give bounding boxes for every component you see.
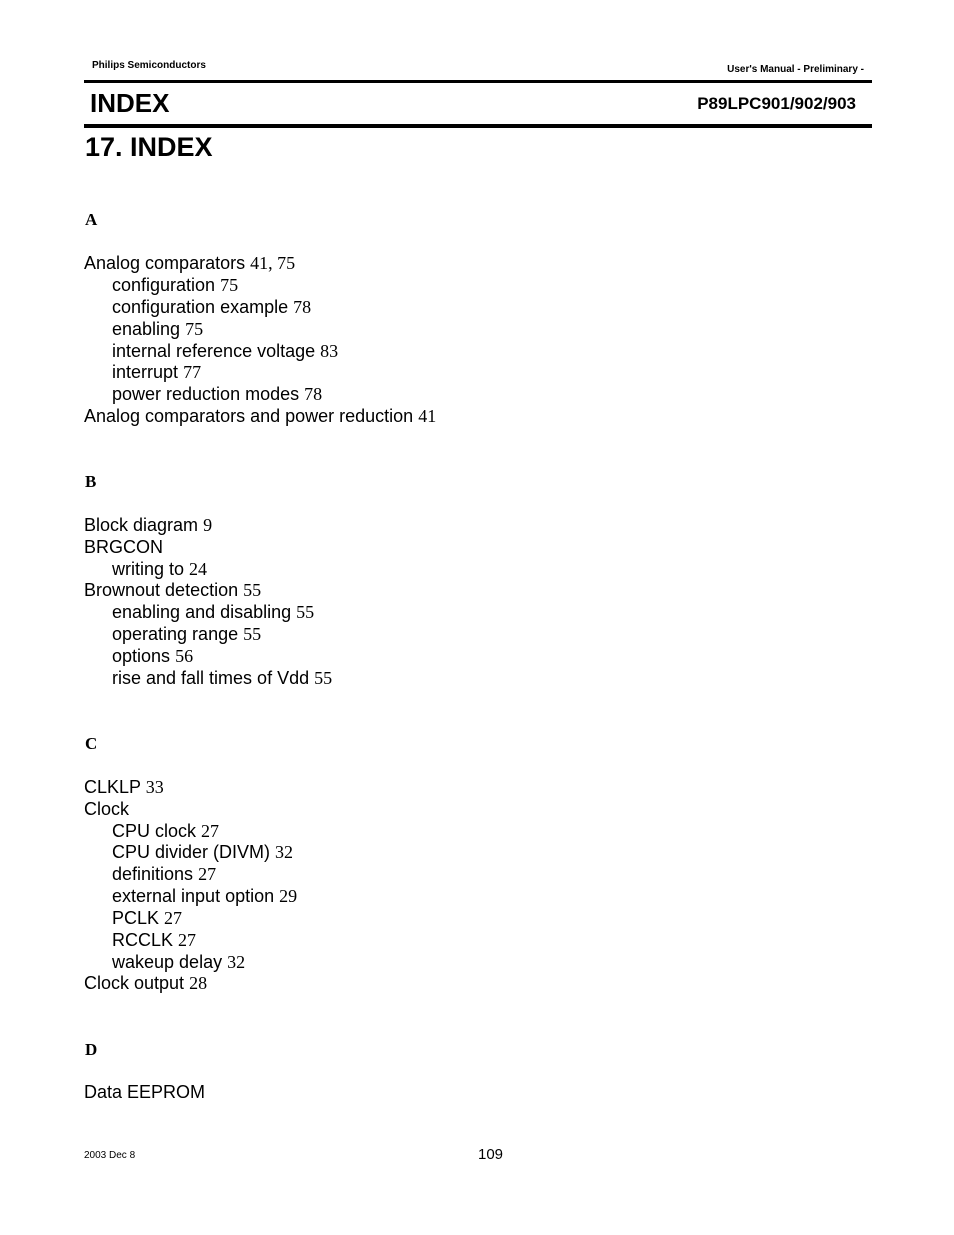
- index-subentry: [112, 296, 311, 318]
- entry-pages: 32: [227, 952, 246, 972]
- index-subentry: [112, 558, 207, 580]
- entry-term: Analog comparators and power reduction: [84, 406, 414, 426]
- entry-term: Analog comparators: [84, 253, 246, 273]
- entry-pages: 55: [243, 624, 262, 644]
- header-rule-bottom: [84, 124, 872, 128]
- index-subentry: [112, 885, 297, 907]
- entry-term: Block diagram: [84, 515, 199, 535]
- entry-term: Brownout detection: [84, 580, 239, 600]
- entry-term: Clock output: [84, 973, 185, 993]
- entry-term: wakeup delay: [112, 952, 223, 972]
- entry-pages: 28: [189, 973, 208, 993]
- entry-pages: 75: [185, 319, 204, 339]
- entry-pages: 55: [314, 668, 333, 688]
- entry-term: definitions: [112, 864, 194, 884]
- company-name: Philips Semiconductors: [92, 60, 206, 71]
- index-subentry: [112, 863, 216, 885]
- index-subentry: [112, 907, 182, 929]
- index-subentry: [112, 623, 261, 645]
- entry-pages: 55: [243, 580, 262, 600]
- chapter-title: 17. INDEX: [85, 132, 213, 162]
- section-title: INDEX: [90, 88, 170, 118]
- entry-pages: 56: [175, 646, 194, 666]
- index-letter: D: [85, 1040, 98, 1059]
- entry-pages: 41: [418, 406, 437, 426]
- index-subentry: [112, 340, 338, 362]
- entry-pages: 77: [183, 362, 202, 382]
- footer-date: 2003 Dec 8: [84, 1150, 136, 1161]
- index-subentry: [112, 841, 293, 863]
- entry-pages: 78: [304, 384, 323, 404]
- index-subentry: [112, 274, 238, 296]
- index-entry: [84, 972, 207, 994]
- entry-term: interrupt: [112, 362, 179, 382]
- index-entry: [84, 514, 212, 536]
- index-subentry: [112, 361, 201, 383]
- entry-term: Clock: [84, 799, 130, 819]
- entry-pages: 27: [201, 821, 220, 841]
- index-subentry: [112, 929, 196, 951]
- entry-pages: 32: [275, 842, 294, 862]
- entry-term: external input option: [112, 886, 275, 906]
- index-entry: [84, 536, 163, 558]
- entry-term: PCLK: [112, 908, 160, 928]
- entry-term: CLKLP: [84, 777, 141, 797]
- entry-term: BRGCON: [84, 537, 164, 557]
- entry-term: writing to: [112, 559, 185, 579]
- entry-term: CPU divider (DIVM): [112, 842, 271, 862]
- entry-term: configuration example: [112, 297, 289, 317]
- entry-term: enabling and disabling: [112, 602, 292, 622]
- index-entry: [84, 252, 295, 274]
- index-entry: [84, 776, 164, 798]
- entry-pages: 41, 75: [250, 253, 296, 273]
- page-number: 109: [478, 1146, 504, 1163]
- entry-term: configuration: [112, 275, 216, 295]
- entry-pages: 55: [296, 602, 315, 622]
- entry-term: power reduction modes: [112, 384, 300, 404]
- entry-term: enabling: [112, 319, 181, 339]
- entry-pages: 83: [320, 341, 339, 361]
- header-rule-top: [84, 80, 872, 83]
- entry-pages: 27: [178, 930, 197, 950]
- index-letter: A: [85, 210, 98, 229]
- index-subentry: [112, 601, 314, 623]
- entry-pages: 78: [293, 297, 312, 317]
- entry-pages: 27: [164, 908, 183, 928]
- entry-pages: 9: [203, 515, 213, 535]
- entry-pages: 75: [220, 275, 239, 295]
- entry-pages: 29: [279, 886, 298, 906]
- index-subentry: [112, 645, 193, 667]
- index-subentry: [112, 383, 322, 405]
- index-subentry: [112, 820, 219, 842]
- entry-pages: 24: [189, 559, 208, 579]
- index-subentry: [112, 318, 203, 340]
- index-entry: [84, 798, 129, 820]
- index-entry: [84, 579, 261, 601]
- index-letter: C: [85, 734, 98, 753]
- entry-term: rise and fall times of Vdd: [112, 668, 310, 688]
- index-letter: B: [85, 472, 97, 491]
- entry-pages: 27: [198, 864, 217, 884]
- entry-term: internal reference voltage: [112, 341, 316, 361]
- entry-term: Data EEPROM: [84, 1082, 206, 1102]
- entry-pages: 33: [145, 777, 164, 797]
- index-entry: [84, 405, 436, 427]
- index-subentry: [112, 667, 332, 689]
- part-number: P89LPC901/902/903: [697, 94, 856, 113]
- entry-term: operating range: [112, 624, 239, 644]
- document-type: User's Manual - Preliminary -: [727, 64, 864, 75]
- entry-term: options: [112, 646, 171, 666]
- entry-term: RCCLK: [112, 930, 174, 950]
- index-subentry: [112, 951, 245, 973]
- index-entry: [84, 1081, 205, 1103]
- entry-term: CPU clock: [112, 821, 197, 841]
